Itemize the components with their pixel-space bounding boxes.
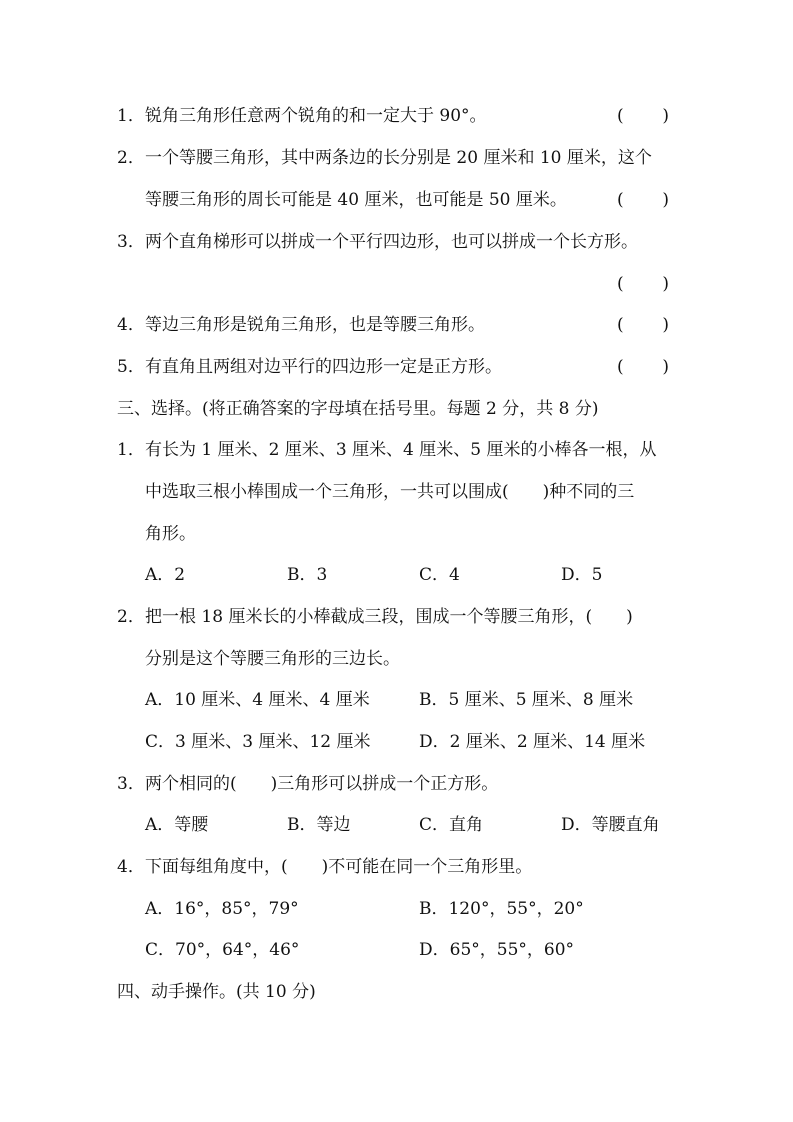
choice-4-options-row1	[0, 895, 793, 923]
item-text: 角形。	[145, 524, 196, 544]
item-text: 有直角且两组对边平行的四边形一定是正方形。	[145, 357, 502, 377]
judge-item-3	[0, 228, 793, 256]
section-3-heading	[0, 395, 793, 423]
item-number: 3．	[117, 232, 145, 252]
item-text: 一个等腰三角形，其中两条边的长分别是 20 厘米和 10 厘米，这个	[145, 148, 652, 168]
judge-item-3-blank: ( )	[617, 274, 669, 294]
option-a[interactable]: A．10 厘米、4 厘米、4 厘米	[145, 690, 370, 710]
judge-item-1: 1． 锐角三角形任意两个锐角的和一定大于 90°。 ( )	[0, 102, 793, 130]
option-d[interactable]: D．5	[561, 565, 603, 585]
option-b[interactable]: B．3	[287, 565, 328, 585]
item-text: 两个直角梯形可以拼成一个平行四边形，也可以拼成一个长方形。	[145, 232, 638, 252]
section-title: 三、选择。(将正确答案的字母填在括号里。每题 2 分，共 8 分)	[117, 399, 599, 419]
item-number: 4．	[117, 857, 145, 877]
choice-item-3	[0, 770, 793, 798]
item-text: 中选取三根小棒围成一个三角形，一共可以围成( )种不同的三	[145, 482, 635, 502]
option-a[interactable]: A．16°，85°，79°	[145, 899, 299, 919]
judge-item-4: 4． 等边三角形是锐角三角形，也是等腰三角形。 ( )	[0, 311, 793, 339]
option-b[interactable]: B．120°，55°，20°	[419, 899, 584, 919]
section-title: 四、动手操作。(共 10 分)	[117, 982, 316, 1002]
item-text: 下面每组角度中，( )不可能在同一个三角形里。	[145, 857, 533, 877]
item-number: 3．	[117, 774, 145, 794]
item-number: 4．	[117, 315, 145, 335]
choice-item-1-cont	[0, 478, 793, 506]
option-b[interactable]: B．5 厘米、5 厘米、8 厘米	[419, 690, 634, 710]
item-text: 两个相同的( )三角形可以拼成一个正方形。	[145, 774, 499, 794]
item-text: 等边三角形是锐角三角形，也是等腰三角形。	[145, 315, 485, 335]
option-c[interactable]: C．3 厘米、3 厘米、12 厘米	[145, 732, 371, 752]
choice-item-4	[0, 853, 793, 881]
choice-1-options	[0, 561, 793, 589]
choice-item-2	[0, 603, 793, 631]
section-4-heading	[0, 978, 793, 1006]
choice-3-options	[0, 811, 793, 839]
option-c[interactable]: C．4	[419, 565, 460, 585]
option-a[interactable]: A．等腰	[145, 815, 209, 835]
choice-item-2-cont	[0, 645, 793, 673]
choice-4-options-row2	[0, 936, 793, 964]
item-text: 分别是这个等腰三角形的三边长。	[145, 649, 400, 669]
option-c[interactable]: C．直角	[419, 815, 484, 835]
choice-2-options-row1	[0, 686, 793, 714]
choice-item-1	[0, 436, 793, 464]
item-number: 1．	[117, 440, 145, 460]
choice-item-1-cont	[0, 520, 793, 548]
item-text: 等腰三角形的周长可能是 40 厘米，也可能是 50 厘米。	[145, 190, 567, 210]
judge-item-5: 5． 有直角且两组对边平行的四边形一定是正方形。 ( )	[0, 353, 793, 381]
option-a[interactable]: A．2	[145, 565, 186, 585]
item-text: 有长为 1 厘米、2 厘米、3 厘米、4 厘米、5 厘米的小棒各一根，从	[145, 440, 657, 460]
item-number: 2．	[117, 148, 145, 168]
option-d[interactable]: D．65°，55°，60°	[419, 940, 575, 960]
option-d[interactable]: D．2 厘米、2 厘米、14 厘米	[419, 732, 646, 752]
item-number: 1．	[117, 106, 145, 126]
item-text: 锐角三角形任意两个锐角的和一定大于 90°。	[145, 106, 487, 126]
item-number: 2．	[117, 607, 145, 627]
choice-2-options-row2	[0, 728, 793, 756]
item-number: 5．	[117, 357, 145, 377]
judge-item-2-cont: 等腰三角形的周长可能是 40 厘米，也可能是 50 厘米。 ( )	[0, 186, 793, 214]
option-b[interactable]: B．等边	[287, 815, 351, 835]
judge-item-2	[0, 144, 793, 172]
option-c[interactable]: C．70°，64°，46°	[145, 940, 300, 960]
item-text: 把一根 18 厘米长的小棒截成三段，围成一个等腰三角形，( )	[145, 607, 633, 627]
option-d[interactable]: D．等腰直角	[561, 815, 660, 835]
